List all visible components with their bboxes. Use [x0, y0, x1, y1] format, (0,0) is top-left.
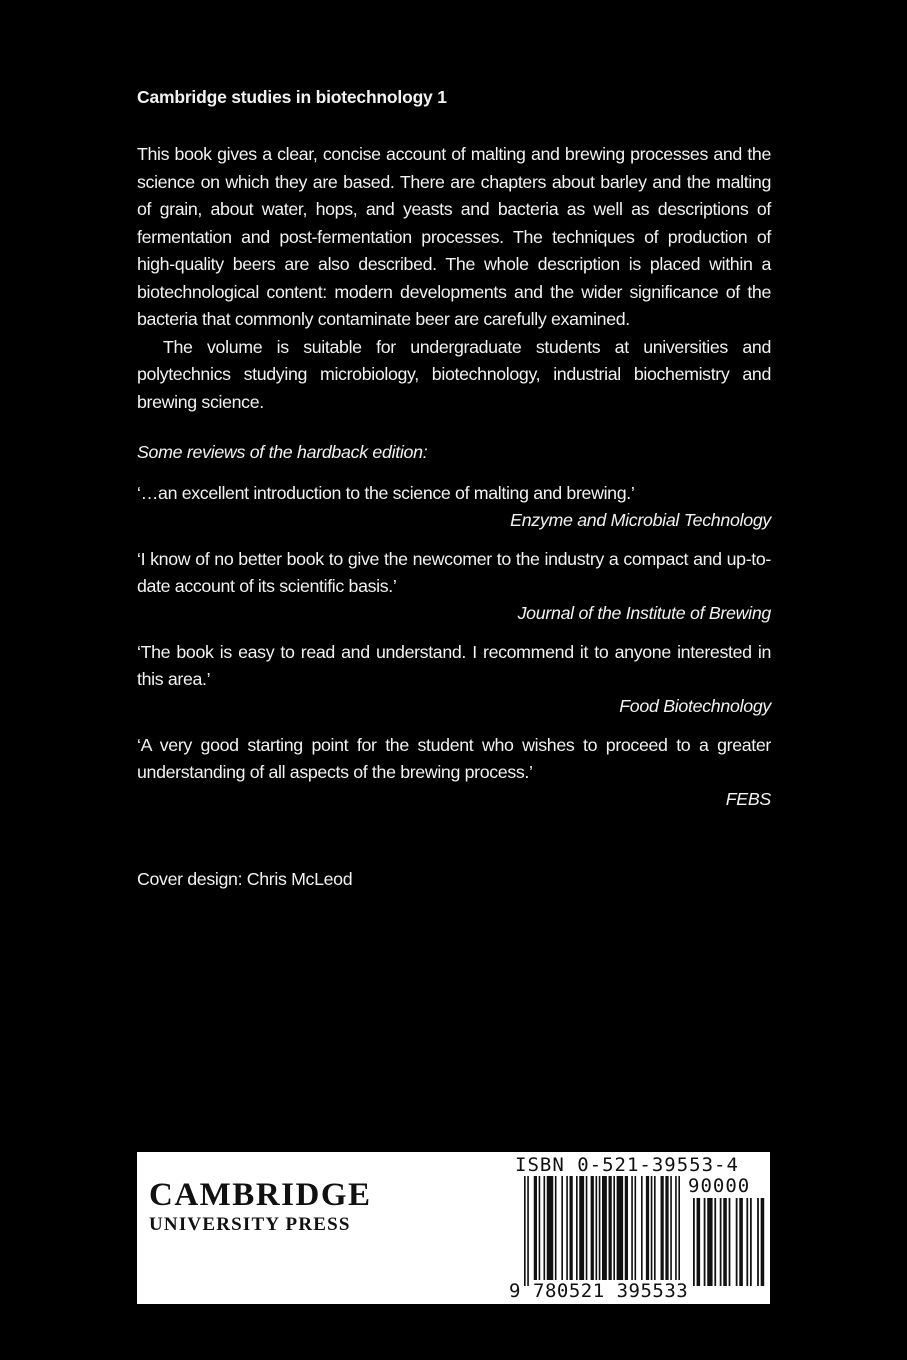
- review-item: [137, 732, 771, 813]
- barcode-bar: [739, 1198, 743, 1286]
- series-title: Cambridge studies in biotechnology 1: [137, 87, 447, 107]
- publisher-logo: [149, 1176, 372, 1236]
- barcode-bar: [617, 1176, 624, 1286]
- barcode-bar: [625, 1176, 628, 1286]
- review-source: FEBS: [725, 789, 771, 809]
- review-quote: ‘I know of no better book to give the newcomer to the industry a compact and up-to-date account of its scientific basis.’: [137, 549, 771, 596]
- barcode-bar: [641, 1176, 643, 1286]
- barcode-bar: [566, 1176, 568, 1286]
- barcode-bar: [596, 1176, 598, 1286]
- barcode-bar: [561, 1176, 563, 1286]
- barcode-bar: [555, 1176, 557, 1286]
- price-addon-barcode: [693, 1198, 766, 1286]
- barcode-bar: [736, 1198, 738, 1286]
- barcode-bar: [646, 1176, 649, 1286]
- publisher-press: UNIVERSITY PRESS: [149, 1214, 351, 1235]
- barcode-bar: [591, 1176, 594, 1286]
- barcode-bar: [746, 1198, 748, 1286]
- barcode-bar: [761, 1198, 765, 1286]
- barcode-bar: [599, 1176, 601, 1286]
- barcode-bar: [527, 1176, 529, 1286]
- barcode-bar: [635, 1176, 637, 1286]
- barcode-bar: [707, 1198, 712, 1286]
- barcode-bar: [665, 1176, 668, 1286]
- review-quote: ‘A very good starting point for the student who wishes to proceed to a greater understanding of all aspects of the brewing process.’: [137, 735, 771, 782]
- barcode-bar: [723, 1198, 727, 1286]
- barcode-bar: [586, 1176, 588, 1286]
- barcode-bar: [750, 1198, 752, 1286]
- barcode-bar: [576, 1176, 578, 1286]
- description-paragraph-1: This book gives a clear, concise account of malting and brewing processes and the science on which they are based. There are chapters about barley and the malting of grain, about water, hops, and yeasts and bacteria as well as descriptions of fermentation and post-fermentation processes. The techniques of production of high-quality beers are also described. The whole description is placed within a biotechnological content: modern developments and the wider significance of the bacteria that commonly contaminate beer are carefully examined.: [137, 144, 771, 329]
- barcode-bar: [693, 1198, 695, 1286]
- review-quote: ‘The book is easy to read and understand. I recommend it to anyone interested in this area.’: [137, 642, 771, 689]
- review-item: [137, 480, 771, 534]
- barcode-bar: [675, 1176, 677, 1286]
- review-source: Enzyme and Microbial Technology: [510, 510, 771, 530]
- ean-digits: 780521 395533: [533, 1280, 689, 1302]
- review-item: [137, 639, 771, 720]
- barcode-bar: [570, 1176, 573, 1286]
- review-source: Journal of the Institute of Brewing: [517, 603, 771, 623]
- barcode-bar: [678, 1176, 680, 1286]
- barcode-bar: [729, 1198, 731, 1286]
- barcode-bar: [534, 1176, 537, 1286]
- barcode-bar: [697, 1198, 701, 1286]
- barcode-bar: [613, 1176, 615, 1286]
- barcode-bar: [524, 1176, 526, 1286]
- barcode-bar: [661, 1176, 664, 1286]
- review-item: [137, 546, 771, 627]
- publisher-name: CAMBRIDGE: [149, 1177, 372, 1213]
- barcode-bar: [757, 1198, 759, 1286]
- barcode-bar: [579, 1176, 584, 1286]
- review-source: Food Biotechnology: [619, 696, 771, 716]
- barcode-bar: [670, 1176, 672, 1286]
- barcode-bar: [609, 1176, 612, 1286]
- barcode-bar: [714, 1198, 716, 1286]
- barcode-bar: [654, 1176, 656, 1286]
- isbn-text: ISBN 0-521-39553-4: [515, 1154, 739, 1176]
- barcode-bar: [720, 1198, 722, 1286]
- review-quote: ‘…an excellent introduction to the science of malting and brewing.’: [137, 483, 635, 503]
- barcode-bar: [602, 1176, 607, 1286]
- book-description: [137, 141, 771, 416]
- description-paragraph-2: The volume is suitable for undergraduate students at universities and polytechnics studying microbiology, biotechnology, industrial biochemistry and brewing science.: [137, 336, 771, 412]
- barcode-bar: [651, 1176, 653, 1286]
- reviews-list: [137, 480, 771, 825]
- publisher-barcode-panel: [137, 1152, 770, 1304]
- barcode-bar: [544, 1176, 546, 1286]
- isbn-barcode: [524, 1176, 680, 1286]
- reviews-heading: Some reviews of the hardback edition:: [137, 442, 428, 462]
- barcode-bar: [539, 1176, 541, 1286]
- ean-first-digit: 9: [509, 1280, 521, 1302]
- price-code: 90000: [688, 1175, 751, 1197]
- barcode-bar: [547, 1176, 554, 1286]
- barcode-bar: [704, 1198, 706, 1286]
- cover-design-credit: Cover design: Chris McLeod: [137, 869, 353, 889]
- barcode-bar: [631, 1176, 633, 1286]
